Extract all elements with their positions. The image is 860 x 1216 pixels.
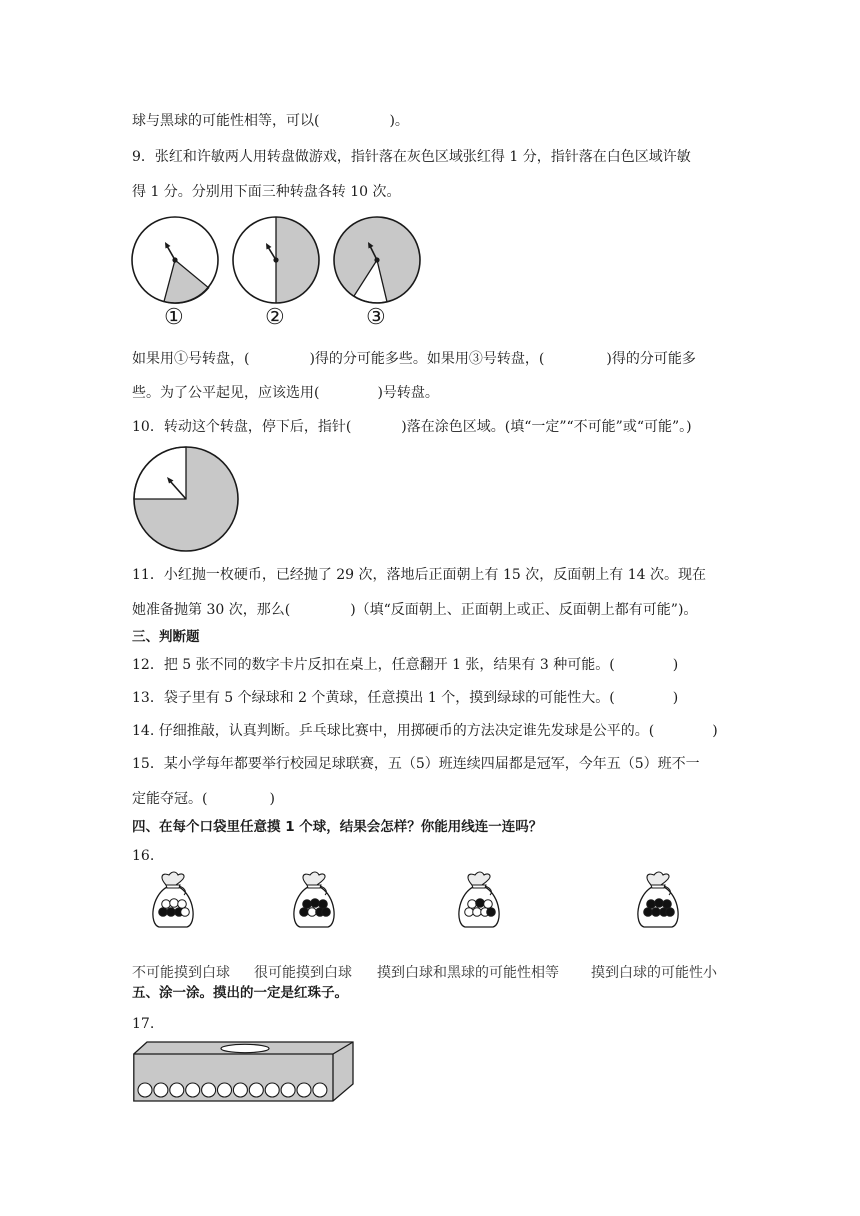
black-ball bbox=[322, 908, 331, 917]
white-ball bbox=[170, 899, 179, 908]
q9-line1: 9．张红和许敏两人用转盘做游戏，指针落在灰色区域张红得 1 分，指针落在白色区域许敏 bbox=[132, 149, 691, 165]
bag-3-icon bbox=[455, 872, 503, 930]
bead-circle[interactable] bbox=[281, 1083, 295, 1097]
bead-circle[interactable] bbox=[313, 1083, 327, 1097]
bead-circle[interactable] bbox=[233, 1083, 247, 1097]
spinner-label-1: ① bbox=[164, 305, 184, 330]
bag-4-icon bbox=[634, 872, 682, 930]
bead-circle[interactable] bbox=[297, 1083, 311, 1097]
spinner-2-gray-half bbox=[276, 217, 319, 303]
white-ball bbox=[308, 908, 317, 917]
black-ball bbox=[655, 899, 664, 908]
match-label-2[interactable]: 很可能摸到白球 bbox=[254, 965, 352, 981]
q14-line: 14. 仔细推敲，认真判断。乒乓球比赛中，用掷硬币的方法决定谁先发球是公平的。( ) bbox=[132, 723, 718, 739]
q11-line1: 11．小红抛一枚硬币，已经抛了 29 次，落地后正面朝上有 15 次，反面朝上有 14 次。现在 bbox=[132, 567, 706, 583]
black-ball bbox=[666, 908, 675, 917]
bead-circle[interactable] bbox=[138, 1083, 152, 1097]
spinner-2-diagram bbox=[231, 215, 321, 305]
q9-answer-line2: 些。为了公平起见，应该选用( )号转盘。 bbox=[132, 385, 439, 401]
bag-1-icon bbox=[149, 872, 197, 930]
q10-line: 10．转动这个转盘，停下后，指针( )落在涂色区域。(填“一定”“不可能”或“可能”。) bbox=[132, 419, 692, 435]
spinner-1-gray-sector bbox=[164, 260, 209, 303]
bead-circle[interactable] bbox=[154, 1083, 168, 1097]
q16-number: 16. bbox=[132, 848, 155, 864]
black-ball bbox=[311, 899, 320, 908]
black-ball bbox=[663, 900, 672, 909]
spinner-3-diagram bbox=[332, 215, 422, 305]
black-ball bbox=[644, 908, 653, 917]
white-ball bbox=[162, 900, 171, 909]
black-ball bbox=[303, 900, 312, 909]
q11-line2: 她准备抛第 30 次，那么( )（填“反面朝上、正面朝上或正、反面朝上都有可能”)。 bbox=[132, 602, 698, 618]
match-label-3[interactable]: 摸到白球和黑球的可能性相等 bbox=[377, 965, 559, 981]
white-ball bbox=[465, 908, 474, 917]
match-label-1[interactable]: 不可能摸到白球 bbox=[132, 965, 230, 981]
black-ball bbox=[647, 900, 656, 909]
box-opening bbox=[221, 1044, 269, 1052]
white-ball bbox=[468, 900, 477, 909]
q8-tail-line: 球与黑球的可能性相等，可以( )。 bbox=[132, 113, 409, 129]
section-3-heading: 三、判断题 bbox=[132, 629, 200, 645]
bead-circle[interactable] bbox=[265, 1083, 279, 1097]
white-ball bbox=[473, 908, 482, 917]
q17-number: 17. bbox=[132, 1016, 155, 1032]
black-ball bbox=[167, 908, 176, 917]
black-ball bbox=[319, 900, 328, 909]
black-ball bbox=[159, 908, 168, 917]
white-ball bbox=[178, 900, 187, 909]
white-ball bbox=[181, 908, 190, 917]
bead-box-diagram bbox=[133, 1040, 361, 1102]
q15-line1: 15．某小学每年都要举行校园足球联赛，五（5）班连续四届都是冠军，今年五（5）班不一 bbox=[132, 756, 700, 772]
bead-circle[interactable] bbox=[202, 1083, 216, 1097]
bead-circle[interactable] bbox=[170, 1083, 184, 1097]
black-ball bbox=[652, 908, 661, 917]
spinner-label-3: ③ bbox=[366, 305, 386, 330]
bead-circle[interactable] bbox=[218, 1083, 232, 1097]
section-5-heading: 五、涂一涂。摸出的一定是红珠子。 bbox=[132, 985, 348, 1001]
black-ball bbox=[300, 908, 309, 917]
black-ball bbox=[487, 908, 496, 917]
black-ball bbox=[476, 899, 485, 908]
q9-line2: 得 1 分。分别用下面三种转盘各转 10 次。 bbox=[132, 184, 401, 200]
q13-line: 13．袋子里有 5 个绿球和 2 个黄球，任意摸出 1 个，摸到绿球的可能性大。( ) bbox=[132, 690, 679, 706]
bag-2-icon bbox=[290, 872, 338, 930]
white-ball bbox=[484, 900, 493, 909]
spinner-1-diagram bbox=[130, 215, 220, 305]
q15-line2: 定能夺冠。( ) bbox=[132, 791, 275, 807]
section-4-heading: 四、在每个口袋里任意摸 1 个球，结果会怎样？你能用线连一连吗？ bbox=[132, 819, 543, 835]
q9-answer-line1: 如果用①号转盘，( )得的分可能多些。如果用③号转盘，( )得的分可能多 bbox=[132, 351, 696, 367]
q12-line: 12．把 5 张不同的数字卡片反扣在桌上，任意翻开 1 张，结果有 3 种可能。( ) bbox=[132, 657, 679, 673]
bead-circle[interactable] bbox=[249, 1083, 263, 1097]
spinner-label-2: ② bbox=[265, 305, 285, 330]
match-label-4[interactable]: 摸到白球的可能性小 bbox=[591, 965, 717, 981]
spinner-q10-diagram bbox=[132, 445, 240, 553]
bead-circle[interactable] bbox=[186, 1083, 200, 1097]
